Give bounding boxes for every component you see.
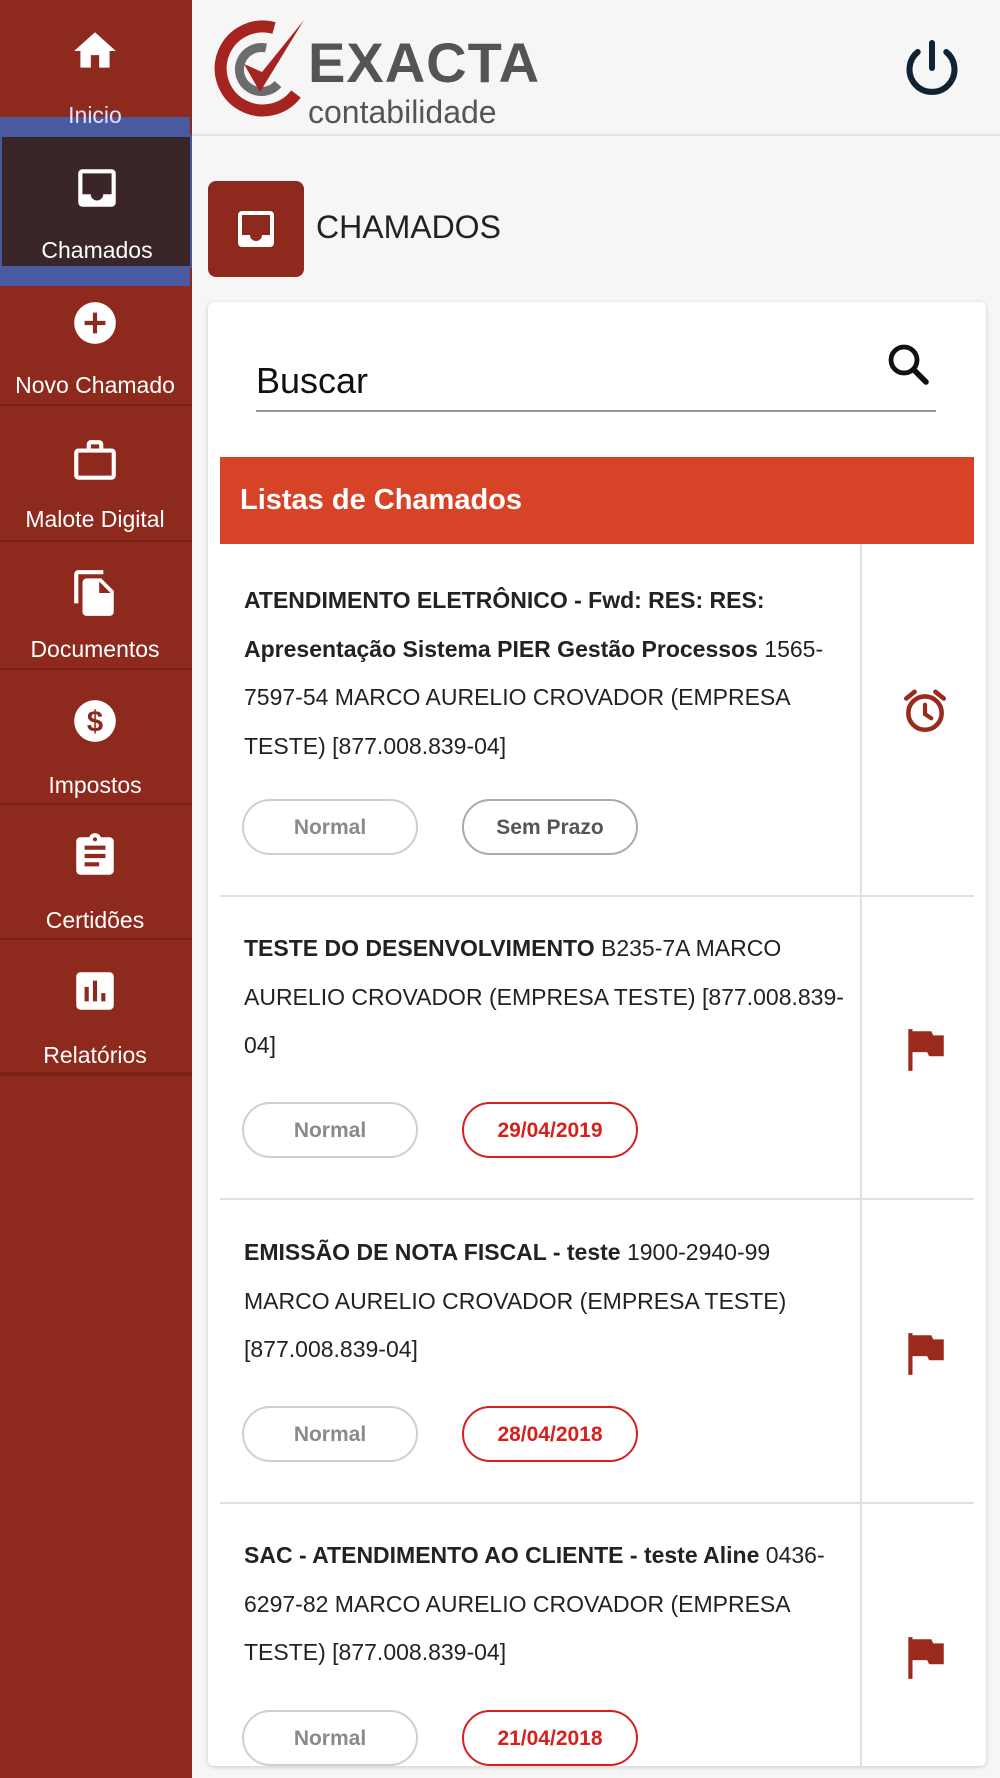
logo-title: EXACTA [308, 31, 541, 94]
list-item[interactable] [220, 897, 974, 1200]
search-input[interactable]: Buscar [256, 360, 369, 401]
ticket-details: B235-7A MARCO AURELIO CROVADOR (EMPRESA TESTE) [877.008.839-04] [244, 935, 844, 1058]
sidebar-item-impostos[interactable] [0, 670, 192, 805]
documents-icon [70, 568, 120, 618]
briefcase-icon [70, 436, 120, 486]
logo-mark-icon [204, 14, 314, 124]
ticket-details: 1900-2940-99 MARCO AURELIO CROVADOR (EMPRESA TESTE) [877.008.839-04] [244, 1239, 787, 1362]
ticket-title: EMISSÃO DE NOTA FISCAL - teste [244, 1239, 621, 1265]
power-icon[interactable] [902, 38, 962, 98]
ticket-title: TESTE DO DESENVOLVIMENTO [244, 935, 595, 961]
sidebar-item-certidoes[interactable] [0, 805, 192, 940]
sidebar-item-novo-chamado[interactable] [0, 286, 192, 406]
ticket-text [244, 924, 854, 1070]
tickets-card [208, 302, 986, 1766]
sidebar-item-relatorios[interactable] [0, 940, 192, 1076]
inbox-icon [72, 163, 122, 213]
deadline-badge: 29/04/2019 [462, 1102, 638, 1158]
priority-badge: Normal [242, 799, 418, 855]
list-header: Listas de Chamados [220, 457, 974, 544]
clipboard-icon [70, 831, 120, 881]
sidebar [0, 0, 192, 1778]
priority-badge: Normal [242, 1102, 418, 1158]
priority-badge: Normal [242, 1406, 418, 1462]
ticket-details: 1565-7597-54 MARCO AURELIO CROVADOR (EMPRESA TESTE) [877.008.839-04] [244, 635, 824, 759]
priority-badge: Normal [242, 1710, 418, 1766]
flag-icon [900, 1025, 950, 1075]
row-divider [860, 1200, 862, 1502]
list-item[interactable] [220, 1200, 974, 1504]
chart-icon [70, 966, 120, 1016]
row-divider [860, 897, 862, 1198]
sidebar-item-documentos[interactable] [0, 542, 192, 670]
inbox-icon [232, 205, 280, 253]
sidebar-item-label: Relatórios [43, 1042, 147, 1068]
list-item[interactable] [220, 1504, 974, 1766]
logo-subtitle: contabilidade [308, 94, 497, 130]
svg-text:$: $ [86, 706, 104, 739]
flag-icon [900, 1633, 950, 1683]
search-icon[interactable] [884, 340, 932, 388]
page-title: CHAMADOS [316, 209, 501, 245]
app-header [192, 0, 1000, 136]
plus-circle-icon [70, 298, 120, 348]
sidebar-item-malote-digital[interactable] [0, 406, 192, 542]
sidebar-item-chamados[interactable] [0, 135, 192, 268]
alarm-icon [900, 686, 950, 736]
dollar-icon [70, 696, 120, 746]
sidebar-item-inicio[interactable] [0, 0, 192, 130]
company-logo [204, 14, 541, 130]
row-divider [860, 1504, 862, 1766]
ticket-title: SAC - ATENDIMENTO AO CLIENTE - teste Aline [244, 1542, 760, 1568]
active-indicator-bottom [0, 268, 190, 286]
list-item[interactable] [220, 544, 974, 897]
sidebar-item-label: Chamados [41, 237, 153, 263]
ticket-text [244, 1531, 854, 1677]
ticket-details: 0436-6297-82 MARCO AURELIO CROVADOR (EMPRESA TESTE) [877.008.839-04] [244, 1542, 825, 1665]
flag-icon [900, 1329, 950, 1379]
sidebar-item-label: Impostos [48, 772, 142, 798]
ticket-text [244, 576, 854, 770]
sidebar-item-label: Documentos [30, 636, 160, 662]
sidebar-item-label: Malote Digital [25, 506, 165, 532]
row-divider [860, 544, 862, 895]
sidebar-item-label: Inicio [68, 102, 122, 128]
sidebar-item-label: Certidões [45, 907, 145, 933]
page-title-icon-box [208, 181, 304, 277]
home-icon [70, 26, 120, 76]
deadline-badge: Sem Prazo [462, 799, 638, 855]
ticket-text [244, 1228, 854, 1374]
deadline-badge: 21/04/2018 [462, 1710, 638, 1766]
ticket-title: ATENDIMENTO ELETRÔNICO - Fwd: RES: RES: Apresentação Sistema PIER Gestão Processos [244, 587, 765, 662]
deadline-badge: 28/04/2018 [462, 1406, 638, 1462]
sidebar-item-label: Novo Chamado [15, 372, 175, 398]
search-underline [256, 410, 936, 412]
